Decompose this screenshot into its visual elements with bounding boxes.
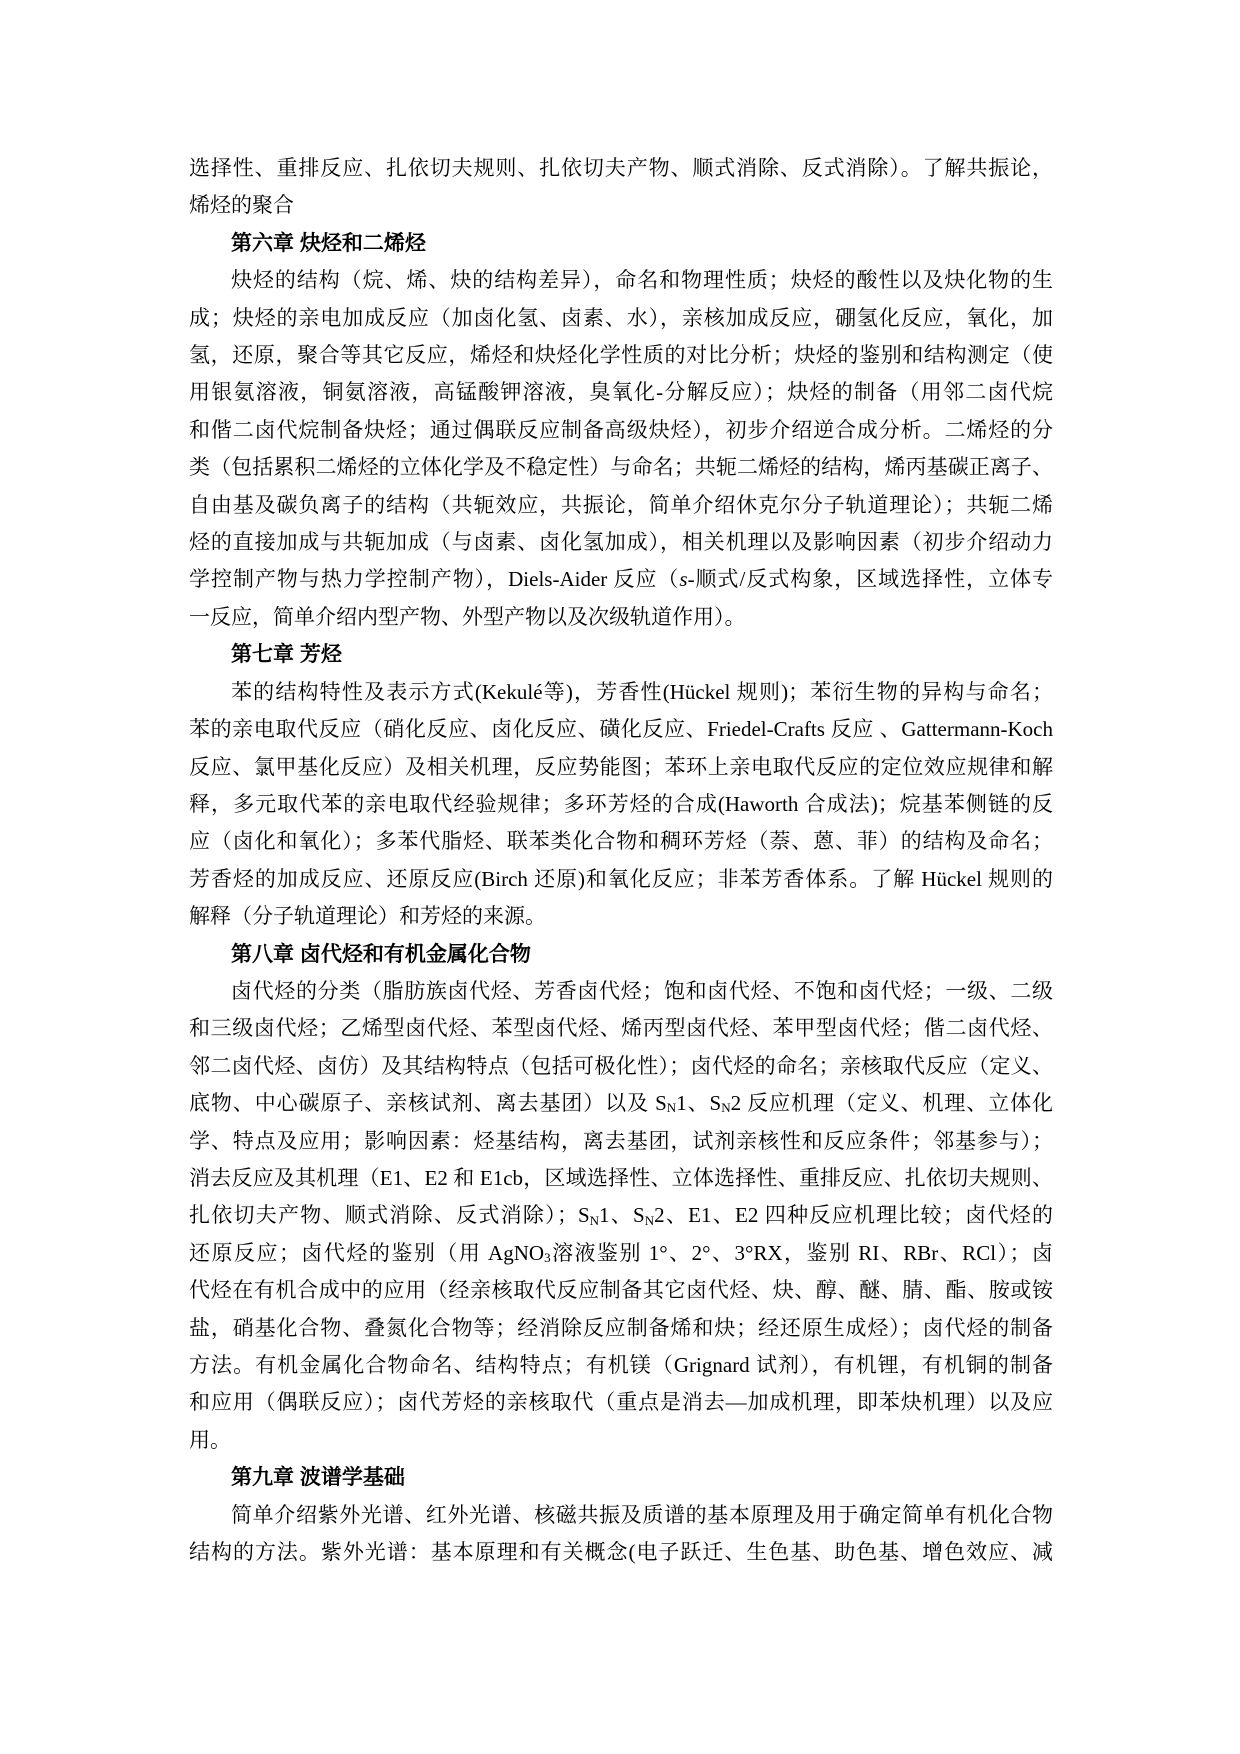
chapter-heading: 第六章 炔烃和二烯烃 [231,231,426,255]
body-text-line: 用银氨溶液，铜氨溶液，高锰酸钾溶液，臭氧化-分解反应）；炔烃的制备（用邻二卤代烷 [189,380,1053,405]
body-text-line: 代烃在有机合成中的应用（经亲核取代反应制备其它卤代烃、炔、醇、醚、腈、酯、胺或铵 [189,1278,1053,1303]
body-text-line: 和偕二卤代烷制备炔烃；通过偶联反应制备高级炔烃），初步介绍逆合成分析。二烯烃的分 [189,417,1053,442]
body-text-line: 邻二卤代烃、卤仿）及其结构特点（包括可极化性）；卤代烃的命名；亲核取代反应（定义、 [189,1053,1053,1078]
body-text-line: 成；炔烃的亲电加成反应（加卤化氢、卤素、水），亲核加成反应，硼氢化反应，氧化，加 [189,305,1053,330]
body-text-line: 简单介绍紫外光谱、红外光谱、核磁共振及质谱的基本原理及用于确定简单有机化合物 [231,1502,1053,1527]
body-text-line: 还原反应；卤代烃的鉴别（用 AgNO$_3$溶液鉴别 1°、2°、3°RX，鉴别 RI、RBr、RCl）；卤 [189,1240,1053,1266]
body-text-line: 方法。有机金属化合物命名、结构特点；有机镁（Grignard 试剂），有机锂，有机铜的制备 [189,1353,1053,1377]
body-text-line: 烯烃的聚合 [189,193,294,218]
body-text-line: 应（卤化和氧化）；多苯代脂烃、联苯类化合物和稠环芳烃（萘、蒽、菲）的结构及命名； [189,829,1053,854]
body-text-line: 芳香烃的加成反应、还原反应(Birch 还原)和氧化反应；非苯芳香体系。了解 Hückel 规则的 [189,866,1053,891]
body-text-line: 和三级卤代烃；乙烯型卤代烃、苯型卤代烃、烯丙型卤代烃、苯甲型卤代烃；偕二卤代烃、 [189,1016,1053,1041]
body-text-line: 苯的结构特性及表示方式(Kekulé等)，芳香性(Hückel 规则)；苯衍生物的异构与命名； [231,679,1053,704]
body-text-line: 类（包括累积二烯烃的立体化学及不稳定性）与命名；共轭二烯烃的结构，烯丙基碳正离子、 [189,455,1053,480]
body-text-line: 和应用（偶联反应）；卤代芳烃的亲核取代（重点是消去—加成机理，即苯炔机理）以及应 [189,1390,1053,1415]
body-text-line: 选择性、重排反应、扎依切夫规则、扎依切夫产物、顺式消除、反式消除）。了解共振论， [189,156,1053,180]
body-text-line: 扎依切夫产物、顺式消除、反式消除）；$S_N1$、$S_N2$、E1、E2 四种反应机理比较；卤代烃的 [189,1203,1053,1228]
body-text-line: 卤代烃的分类（脂肪族卤代烃、芳香卤代烃；饱和卤代烃、不饱和卤代烃；一级、二级 [231,978,1053,1003]
chapter-heading: 第七章 芳烃 [231,643,342,667]
body-text-line: 反应、氯甲基化反应）及相关机理，反应势能图；苯环上亲电取代反应的定位效应规律和解 [189,754,1053,779]
body-text-line: 一反应，简单介绍内型产物、外型产物以及次级轨道作用）。 [189,604,746,629]
body-text-line: 苯的亲电取代反应（硝化反应、卤化反应、磺化反应、Friedel-Crafts 反应 、Gattermann-Koch [189,717,1053,742]
body-text-line: 解释（分子轨道理论）和芳烃的来源。 [189,904,546,929]
body-text-line: 消去反应及其机理（E1、E2 和 E1cb，区域选择性、立体选择性、重排反应、扎依切夫规则、 [189,1165,1053,1190]
body-text-line: 学、特点及应用；影响因素：烃基结构，离去基团，试剂亲核性和反应条件；邻基参与）； [189,1128,1053,1153]
body-text-line: 炔烃的结构（烷、烯、炔的结构差异），命名和物理性质；炔烃的酸性以及炔化物的生 [231,268,1053,293]
document-body [189,150,1053,1571]
body-text-line: 结构的方法。紫外光谱：基本原理和有关概念(电子跃迁、生色基、助色基、增色效应、减 [189,1540,1053,1565]
body-text-line: 学控制产物与热力学控制产物），Diels-Aider 反应（s-顺式/反式构象，区域选择性，立体专 [189,567,1053,592]
body-text-line: 底物、中心碳原子、亲核试剂、离去基团）以及 $S_N1$、$S_N2$ 反应机理（定义、机理、立体化 [189,1091,1053,1116]
body-text-line: 盐，硝基化合物、叠氮化合物等；经消除反应制备烯和炔；经还原生成烃）；卤代烃的制备 [189,1315,1053,1340]
body-text-line: 用。 [189,1427,231,1452]
chapter-heading: 第八章 卤代烃和有机金属化合物 [231,942,531,966]
chapter-heading: 第九章 波谱学基础 [231,1466,405,1490]
body-text-line: 烃的直接加成与共轭加成（与卤素、卤化氢加成），相关机理以及影响因素（初步介绍动力 [189,530,1053,555]
body-text-line: 自由基及碳负离子的结构（共轭效应，共振论，简单介绍休克尔分子轨道理论）；共轭二烯 [189,492,1053,517]
body-text-line: 释，多元取代苯的亲电取代经验规律；多环芳烃的合成(Haworth 合成法)；烷基苯侧链的反 [189,791,1053,816]
body-text-line: 氢，还原，聚合等其它反应，烯烃和炔烃化学性质的对比分析；炔烃的鉴别和结构测定（使 [189,343,1053,368]
